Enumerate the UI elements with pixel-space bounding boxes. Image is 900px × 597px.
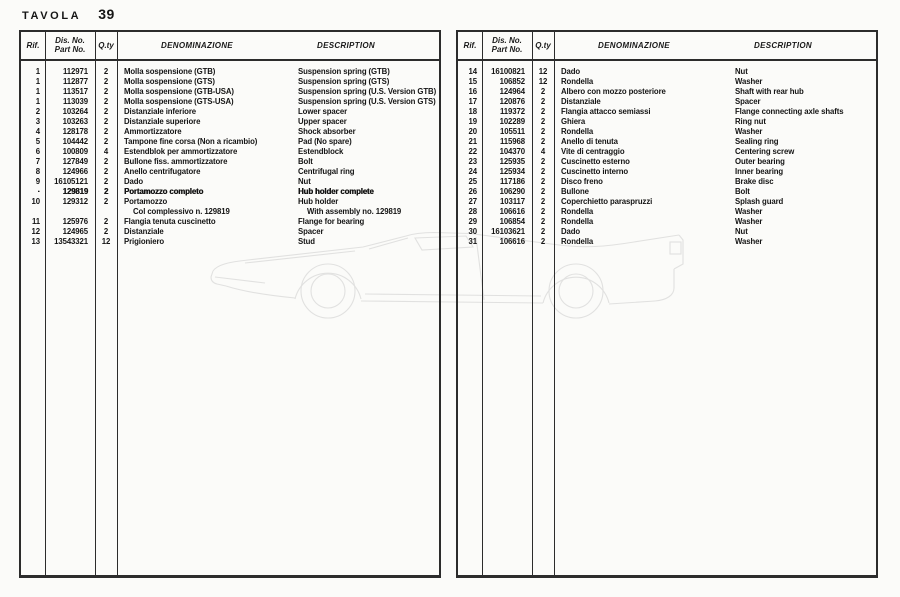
rif-cell: 4 (35, 127, 40, 136)
part-no-cell: 128178 (62, 127, 88, 136)
qty-cell: 2 (103, 197, 109, 206)
description-cell: Ring nut (735, 117, 766, 126)
part-no-cell: 127849 (62, 157, 88, 166)
table-row (458, 97, 876, 107)
rif-cell: 16 (468, 87, 477, 96)
qty-cell (95, 207, 117, 217)
part-no-cell: 16100821 (491, 67, 525, 76)
dis-no-label: Dis. No. (492, 36, 522, 45)
description-cell: Lower spacer (298, 107, 348, 116)
table-row (21, 197, 439, 207)
description-cell: Upper spacer (298, 117, 347, 126)
qty-cell: 2 (540, 237, 546, 246)
description-cell: Splash guard (735, 197, 784, 206)
rif-cell: 23 (468, 157, 477, 166)
table-row (458, 217, 876, 227)
part-no-cell: 104370 (499, 147, 525, 156)
denominazione-column-header: DENOMINAZIONE (598, 41, 670, 50)
qty-cell: 2 (540, 187, 546, 196)
qty-cell: 12 (538, 77, 548, 86)
qty-cell: 2 (103, 87, 109, 96)
denominazione-cell: Rondella (561, 237, 594, 246)
qty-cell: 2 (540, 217, 546, 226)
rif-cell: 12 (31, 227, 40, 236)
rif-cell: 6 (35, 147, 40, 156)
description-cell: Outer bearing (735, 157, 785, 166)
part-no-cell: 113517 (63, 87, 88, 96)
description-cell: With assembly no. 129819 (307, 207, 402, 216)
denominazione-cell: Tampone fine corsa (Non a ricambio) (124, 137, 258, 146)
rif-cell: 29 (468, 217, 477, 226)
qty-cell: 2 (540, 137, 546, 146)
rif-cell: 28 (468, 207, 477, 216)
denominazione-cell: Vite di centraggio (561, 147, 625, 156)
qty-cell: 2 (103, 137, 109, 146)
table-row (458, 237, 876, 247)
rif-cell: 17 (468, 97, 477, 106)
description-cell: Spacer (735, 97, 761, 106)
table-row (458, 127, 876, 137)
part-no-cell: 104442 (62, 137, 88, 146)
part-no-cell: 115968 (500, 137, 525, 146)
denominazione-cell: Disco freno (561, 177, 603, 186)
rif-cell: 21 (468, 137, 477, 146)
rif-cell: 27 (468, 197, 477, 206)
table-row (458, 227, 876, 237)
denominazione-column-header: DENOMINAZIONE (161, 41, 233, 50)
table-row (21, 177, 439, 187)
description-cell: Washer (735, 77, 763, 86)
qty-cell: 2 (540, 177, 546, 186)
table-row (458, 177, 876, 187)
denominazione-cell: Ghiera (561, 117, 586, 126)
denominazione-cell: Prigioniero (124, 237, 165, 246)
rif-cell: 24 (468, 167, 477, 176)
description-cell: Bolt (735, 187, 750, 196)
qty-cell: 12 (538, 67, 548, 76)
table-row (21, 87, 439, 97)
qty-cell: 2 (103, 127, 109, 136)
qty-cell: 2 (103, 157, 109, 166)
denominazione-cell: Dado (561, 67, 581, 76)
part-no-cell: 124966 (62, 167, 88, 176)
denominazione-cell: Rondella (561, 77, 594, 86)
qty-cell: 2 (103, 217, 109, 226)
description-cell: Stud (298, 237, 315, 246)
rif-cell: 7 (35, 157, 40, 166)
part-no-cell: 102289 (499, 117, 525, 126)
qty-cell: 2 (103, 67, 109, 76)
part-no-cell: 103263 (62, 117, 88, 126)
denominazione-cell: Rondella (561, 127, 594, 136)
qty-cell: 2 (540, 227, 546, 236)
table-row (21, 157, 439, 167)
table-row (21, 187, 439, 197)
denominazione-cell: Molla sospensione (GTB) (124, 67, 216, 76)
part-no-column-header (482, 36, 532, 54)
denominazione-cell: Estendblok per ammortizzatore (124, 147, 238, 156)
qty-cell: 2 (103, 177, 109, 186)
table-row (21, 167, 439, 177)
table-row (21, 217, 439, 227)
table-row (458, 207, 876, 217)
qty-cell: 2 (103, 167, 109, 176)
part-no-cell: 125935 (499, 157, 525, 166)
rif-cell: 5 (35, 137, 40, 146)
table-row (21, 107, 439, 117)
denominazione-cell: Distanziale (561, 97, 601, 106)
denominazione-cell: Distanziale inferiore (124, 107, 196, 116)
table-row (21, 77, 439, 87)
description-cell: Hub holder (298, 197, 339, 206)
description-cell: Flange connecting axle shafts (735, 107, 844, 116)
qty-cell: 2 (540, 117, 546, 126)
rif-column-header: Rif. (26, 41, 40, 50)
rif-cell: 11 (31, 217, 40, 226)
rif-cell: 13 (31, 237, 40, 246)
part-no-cell: 106854 (499, 217, 525, 226)
description-cell: Shaft with rear hub (735, 87, 804, 96)
denominazione-cell: Distanziale (124, 227, 164, 236)
rif-cell: 19 (468, 117, 477, 126)
table-row (458, 167, 876, 177)
qty-cell: 4 (103, 147, 109, 156)
tavola-number: 39 (98, 6, 115, 22)
qty-cell: 2 (540, 87, 546, 96)
description-cell: Hub holder complete (298, 187, 374, 196)
table-body-right (458, 59, 876, 247)
denominazione-cell: Portamozzo completo (124, 187, 204, 196)
rif-cell: 1 (35, 67, 40, 76)
rif-cell: 3 (35, 117, 40, 126)
description-column-header: DESCRIPTION (317, 41, 375, 50)
table-row (458, 147, 876, 157)
table-row (458, 107, 876, 117)
rif-cell: 15 (468, 77, 477, 86)
qty-column-header: Q.ty (535, 41, 551, 50)
denominazione-cell: Cuscinetto esterno (561, 157, 630, 166)
denominazione-cell: Anello centrifugatore (124, 167, 201, 176)
part-no-cell: 16105121 (54, 177, 88, 186)
description-cell: Washer (735, 127, 763, 136)
table-row (458, 137, 876, 147)
part-no-cell: 100809 (62, 147, 88, 156)
dis-no-label: Dis. No. (55, 36, 85, 45)
rif-cell: · (37, 187, 40, 196)
rif-cell: 20 (468, 127, 477, 136)
qty-cell: 2 (540, 167, 546, 176)
table-body-left (21, 59, 439, 247)
description-cell: Nut (735, 227, 748, 236)
qty-cell: 2 (540, 157, 546, 166)
part-no-cell: 120876 (499, 97, 525, 106)
parts-table-left (19, 30, 441, 578)
page-title (22, 6, 115, 22)
description-cell: Shock absorber (298, 127, 356, 136)
denominazione-cell: Ammortizzatore (124, 127, 182, 136)
denominazione-cell: Albero con mozzo posteriore (561, 87, 666, 96)
part-no-cell: 124964 (499, 87, 525, 96)
denominazione-cell: Cuscinetto interno (561, 167, 629, 176)
description-cell: Centrifugal ring (298, 167, 355, 176)
description-cell: Washer (735, 237, 763, 246)
part-no-cell (45, 207, 95, 217)
table-row (21, 227, 439, 237)
description-cell: Nut (298, 177, 311, 186)
denominazione-cell: Coperchietto paraspruzzi (561, 197, 653, 206)
rif-column-header: Rif. (463, 41, 477, 50)
description-cell: Suspension spring (GTB) (298, 67, 390, 76)
denominazione-cell: Molla sospensione (GTB-USA) (124, 87, 234, 96)
description-cell: Sealing ring (735, 137, 779, 146)
description-cell: Washer (735, 207, 763, 216)
description-cell: Estendblock (298, 147, 344, 156)
denominazione-cell: Molla sospensione (GTS) (124, 77, 215, 86)
qty-cell: 2 (103, 97, 109, 106)
denominazione-cell: Flangia attacco semiassi (561, 107, 651, 116)
table-row (458, 117, 876, 127)
qty-cell: 2 (540, 127, 546, 136)
denominazione-cell: Bullone fiss. ammortizzatore (124, 157, 228, 166)
table-row (458, 87, 876, 97)
denominazione-cell: Rondella (561, 217, 594, 226)
rif-cell (21, 207, 45, 217)
denominazione-cell: Dado (124, 177, 144, 186)
qty-cell: 2 (103, 77, 109, 86)
rif-cell: 31 (468, 237, 477, 246)
part-no-cell: 125976 (62, 217, 88, 226)
qty-cell: 2 (540, 197, 546, 206)
description-column-header: DESCRIPTION (754, 41, 812, 50)
qty-cell: 2 (540, 97, 546, 106)
description-cell: Centering screw (735, 147, 795, 156)
table-row (21, 237, 439, 247)
table-row (21, 117, 439, 127)
part-no-cell: 129312 (62, 197, 88, 206)
part-no-cell: 13543321 (54, 237, 88, 246)
denominazione-cell: Col complessivo n. 129819 (133, 207, 230, 216)
part-no-cell: 112971 (63, 67, 88, 76)
part-no-cell: 129819 (62, 187, 88, 196)
rif-cell: 14 (468, 67, 477, 76)
part-no-cell: 119372 (500, 107, 525, 116)
denominazione-cell: Anello di tenuta (561, 137, 618, 146)
part-no-cell: 124965 (62, 227, 88, 236)
part-no-cell: 125934 (499, 167, 525, 176)
rif-cell: 18 (468, 107, 477, 116)
part-no-label: Part No. (491, 45, 523, 54)
qty-cell: 2 (540, 207, 546, 216)
table-row (21, 137, 439, 147)
rif-cell: 10 (31, 197, 40, 206)
denominazione-cell: Molla sospensione (GTS-USA) (124, 97, 234, 106)
part-no-cell: 16103621 (491, 227, 525, 236)
qty-cell: 2 (103, 117, 109, 126)
rif-cell: 26 (468, 187, 477, 196)
description-cell: Suspension spring (U.S. Version GTB) (298, 87, 437, 96)
part-no-cell: 103264 (62, 107, 88, 116)
part-no-cell: 105511 (500, 127, 525, 136)
qty-cell: 2 (103, 227, 109, 236)
parts-table-right (456, 30, 878, 578)
part-no-cell: 106290 (499, 187, 525, 196)
rif-cell: 1 (35, 97, 40, 106)
part-no-cell: 117186 (500, 177, 525, 186)
qty-cell: 2 (540, 107, 546, 116)
denominazione-cell: Portamozzo (124, 197, 168, 206)
description-cell: Flange for bearing (298, 217, 365, 226)
qty-cell: 12 (101, 237, 111, 246)
table-row (458, 77, 876, 87)
table-row (458, 67, 876, 77)
part-no-cell: 106852 (499, 77, 525, 86)
part-no-cell: 113039 (63, 97, 88, 106)
table-row (21, 97, 439, 107)
description-cell: Suspension spring (U.S. Version GTS) (298, 97, 436, 106)
rif-cell: 1 (35, 77, 40, 86)
rif-cell: 30 (468, 227, 477, 236)
description-cell: Nut (735, 67, 748, 76)
rif-cell: 1 (35, 87, 40, 96)
table-row (458, 157, 876, 167)
denominazione-cell: Bullone (561, 187, 589, 196)
description-cell: Spacer (298, 227, 324, 236)
denominazione-cell: Dado (561, 227, 581, 236)
description-cell: Suspension spring (GTS) (298, 77, 390, 86)
denominazione-cell: Flangia tenuta cuscinetto (124, 217, 216, 226)
part-no-cell: 103117 (500, 197, 525, 206)
table-row (21, 67, 439, 77)
part-no-label: Part No. (54, 45, 86, 54)
part-no-cell: 106616 (499, 207, 525, 216)
table-header-row (458, 32, 876, 61)
denominazione-cell: Rondella (561, 207, 594, 216)
rif-cell: 9 (35, 177, 40, 186)
qty-cell: 2 (103, 107, 109, 116)
table-row (458, 197, 876, 207)
rif-cell: 25 (468, 177, 477, 186)
table-row (21, 207, 439, 217)
qty-cell: 2 (103, 187, 109, 196)
table-row (21, 147, 439, 157)
rif-cell: 22 (468, 147, 477, 156)
rif-cell: 2 (35, 107, 40, 116)
qty-cell: 4 (540, 147, 546, 156)
table-header-row (21, 32, 439, 61)
denominazione-cell: Distanziale superiore (124, 117, 201, 126)
table-row (21, 127, 439, 137)
qty-column-header: Q.ty (98, 41, 114, 50)
description-cell: Bolt (298, 157, 313, 166)
table-row (458, 187, 876, 197)
description-cell: Brake disc (735, 177, 774, 186)
description-cell: Inner bearing (735, 167, 784, 176)
description-cell: Pad (No spare) (298, 137, 352, 146)
description-cell: Washer (735, 217, 763, 226)
part-no-cell: 112877 (63, 77, 88, 86)
part-no-cell: 106616 (499, 237, 525, 246)
tavola-label: TAVOLA (22, 10, 82, 22)
rif-cell: 8 (35, 167, 40, 176)
part-no-column-header (45, 36, 95, 54)
